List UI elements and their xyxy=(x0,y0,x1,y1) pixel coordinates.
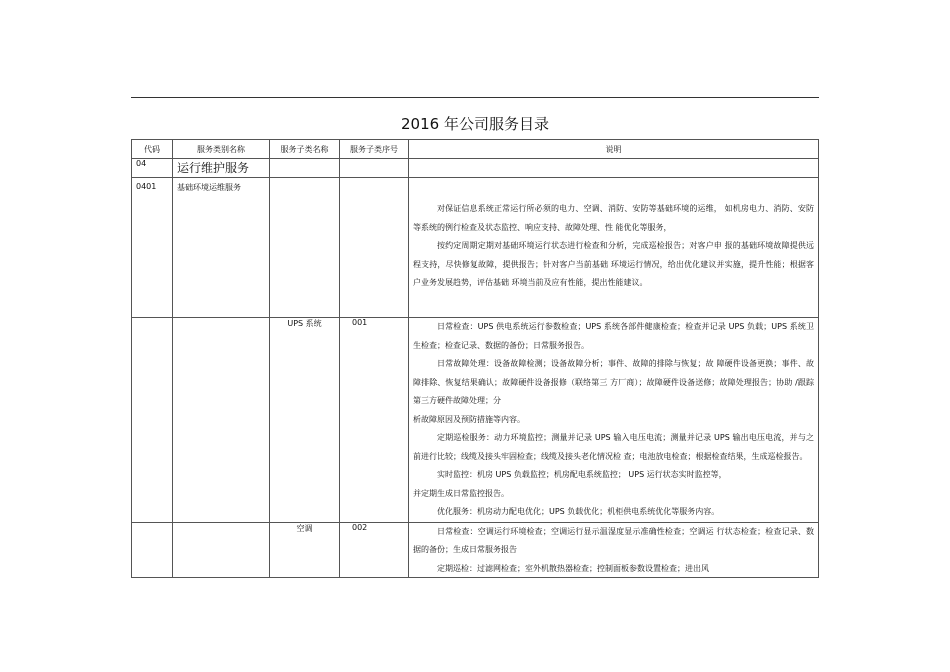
header-category-name: 服务类别名称 xyxy=(173,140,270,159)
description-paragraph: 日常检查：空调运行环境检查；空调运行显示温湿度显示准确性检查；空调运 行状态检查；检查记录、数据的备份；生成日常服务报告 xyxy=(413,526,814,554)
item-name: UPS 系统 xyxy=(270,318,340,523)
description-paragraph: 按约定周期定期对基础环境运行状态进行检查和分析，完成巡检报告；对客户申 报的基础环境故障提供远程支持，尽快修复故障，提供报告；针对客户当前基础 环境运行情况，给出优化建议并实施，提升性能；根据客户业务发展趋势，评估基础 环境当前及应有性能，提出性能建议。 xyxy=(413,241,814,287)
header-subcategory-seq: 服务子类序号 xyxy=(340,140,409,159)
empty-cell xyxy=(270,159,340,178)
category-name: 运行维护服务 xyxy=(173,159,270,178)
subcategory-row xyxy=(132,178,819,318)
empty-cell xyxy=(270,178,340,318)
empty-cell xyxy=(340,178,409,318)
item-seq: 002 xyxy=(340,522,409,577)
header-code: 代码 xyxy=(132,140,173,159)
item-description xyxy=(409,318,819,523)
description-paragraph: 日常故障处理：设备故障检测；设备故障分析；事件、故障的排除与恢复；故 障硬件设备更换；事件、故障排除、恢复结果确认；故障硬件设备报修（联络第三 方厂商）；故障硬件设备送修；故障处理报告；协助 /跟踪第三方硬件故障处理；分 xyxy=(413,359,814,405)
category-row xyxy=(132,159,819,178)
header-subcategory-name: 服务子类名称 xyxy=(270,140,340,159)
header-rule xyxy=(131,97,819,98)
category-code: 04 xyxy=(132,159,173,178)
empty-cell xyxy=(340,159,409,178)
subcategory-code: 0401 xyxy=(132,178,173,318)
service-item-row-ups xyxy=(132,318,819,523)
item-seq: 001 xyxy=(340,318,409,523)
page-title: 2016 年公司服务目录 xyxy=(401,115,549,133)
header-description: 说明 xyxy=(409,140,819,159)
table-header-row xyxy=(132,140,819,159)
service-item-row-aircon xyxy=(132,522,819,577)
item-name: 空调 xyxy=(270,522,340,577)
subcategory-name: 基础环境运维服务 xyxy=(173,178,270,318)
empty-cell xyxy=(132,318,173,523)
description-paragraph: 定期巡检：过滤网检查；室外机散热器检查；控制面板参数设置检查；进出风 xyxy=(437,563,709,573)
empty-cell xyxy=(173,522,270,577)
description-paragraph: 对保证信息系统正常运行所必须的电力、空调、消防、安防等基础环境的运维， 如机房电力、消防、安防等系统的例行检查及状态监控、响应支持、故障处理、性 能优化等服务， xyxy=(413,204,814,232)
empty-cell xyxy=(173,318,270,523)
empty-cell xyxy=(409,159,819,178)
description-clip xyxy=(413,523,814,577)
subcategory-description xyxy=(409,178,819,318)
description-paragraph: 优化服务：机房动力配电优化；UPS 负载优化；机柜供电系统优化等服务内容。 xyxy=(437,507,720,516)
empty-cell xyxy=(132,522,173,577)
description-paragraph: 定期巡检服务：动力环境监控；测量并记录 UPS 输入电压电流；测量并记录 UPS 输出电压电流，并与之前进行比较；线缆及接头牢固检查；线缆及接头老化情况检 查；电池放电检查；根据检查结果，生成巡检报告。 xyxy=(413,433,814,461)
service-catalog-table xyxy=(131,139,819,578)
description-paragraph: 实时监控：机房 UPS 负载监控；机房配电系统监控； UPS 运行状态实时监控等， xyxy=(437,470,727,479)
item-description xyxy=(409,522,819,577)
description-paragraph: 析故障原因及预防措施等内容。 xyxy=(413,414,525,424)
description-paragraph: 并定期生成日常监控报告。 xyxy=(413,488,509,498)
description-paragraph: 日常检查：UPS 供电系统运行参数检查；UPS 系统各部件健康检查；检查并记录 UPS 负载；UPS 系统卫生检查；检查记录、数据的备份；日常服务报告。 xyxy=(413,322,814,350)
